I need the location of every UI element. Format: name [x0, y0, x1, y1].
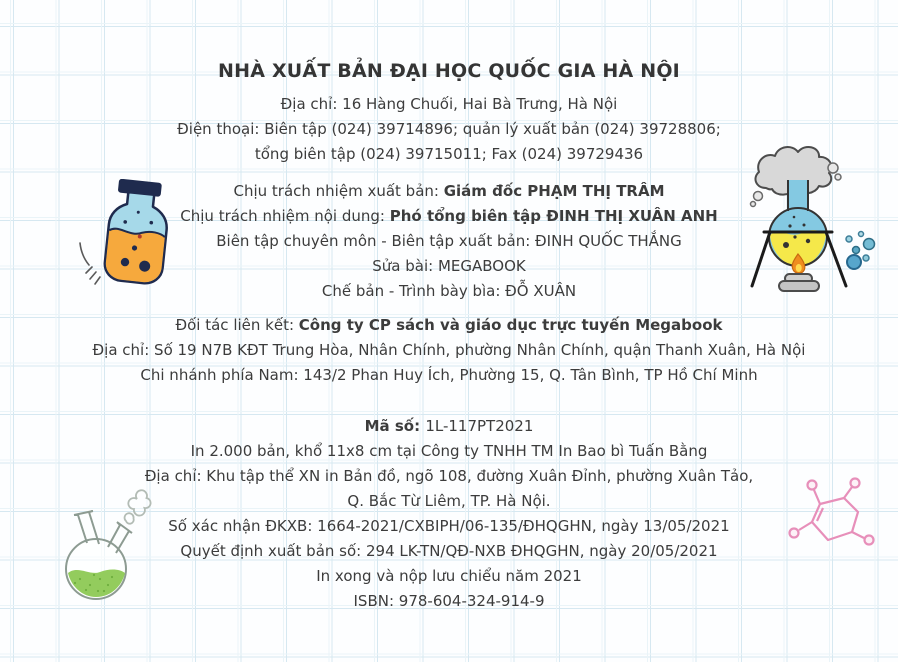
publisher-title: NHÀ XUẤT BẢN ĐẠI HỌC QUỐC GIA HÀ NỘI	[218, 60, 680, 82]
partner-info-section	[0, 313, 898, 388]
printing-info-section	[0, 414, 898, 614]
text-line: Chịu trách nhiệm xuất bản: Giám đốc PHẠM THỊ TRÂM	[233, 182, 665, 200]
text-line: Địa chỉ: Khu tập thể XN in Bản đồ, ngõ 108, đường Xuân Đỉnh, phường Xuân Tảo,	[144, 467, 754, 485]
text-line: Chế bản - Trình bày bìa: ĐỖ XUÂN	[321, 282, 577, 300]
text-line: Đối tác liên kết: Công ty CP sách và giáo dục trực tuyến Megabook	[175, 316, 723, 334]
text-line: Q. Bắc Từ Liêm, TP. Hà Nội.	[347, 492, 551, 510]
text-line: Điện thoại: Biên tập (024) 39714896; quản lý xuất bản (024) 39728806;	[177, 120, 721, 138]
text-line: Chịu trách nhiệm nội dung: Phó tổng biên tập ĐINH THỊ XUÂN ANH	[180, 207, 718, 225]
responsibility-credits-section	[0, 179, 898, 304]
text-line: Địa chỉ: Số 19 N7B KĐT Trung Hòa, Nhân Chính, phường Nhân Chính, quận Thanh Xuân, Hà Nội	[92, 341, 806, 359]
text-line: Địa chỉ: 16 Hàng Chuối, Hai Bà Trưng, Hà Nội	[280, 95, 618, 113]
text-line: In xong và nộp lưu chiểu năm 2021	[316, 567, 582, 585]
text-line: Sửa bài: MEGABOOK	[372, 257, 526, 275]
text-line: Chi nhánh phía Nam: 143/2 Phan Huy Ích, Phường 15, Q. Tân Bình, TP Hồ Chí Minh	[140, 366, 758, 384]
text-line: tổng biên tập (024) 39715011; Fax (024) 39729436	[254, 145, 644, 163]
text-line: Mã số: 1L-117PT2021	[364, 417, 534, 435]
text-line: Quyết định xuất bản số: 294 LK-TN/QĐ-NXB ĐHQGHN, ngày 20/05/2021	[180, 542, 718, 560]
publisher-contact-section	[0, 92, 898, 167]
text-line: Số xác nhận ĐKXB: 1664-2021/CXBIPH/06-135/ĐHQGHN, ngày 13/05/2021	[168, 517, 730, 535]
text-line: Biên tập chuyên môn - Biên tập xuất bản: ĐINH QUỐC THẮNG	[216, 232, 682, 250]
text-line: In 2.000 bản, khổ 11x8 cm tại Công ty TNHH TM In Bao bì Tuấn Bằng	[190, 442, 708, 460]
text-line: ISBN: 978-604-324-914-9	[353, 592, 545, 610]
